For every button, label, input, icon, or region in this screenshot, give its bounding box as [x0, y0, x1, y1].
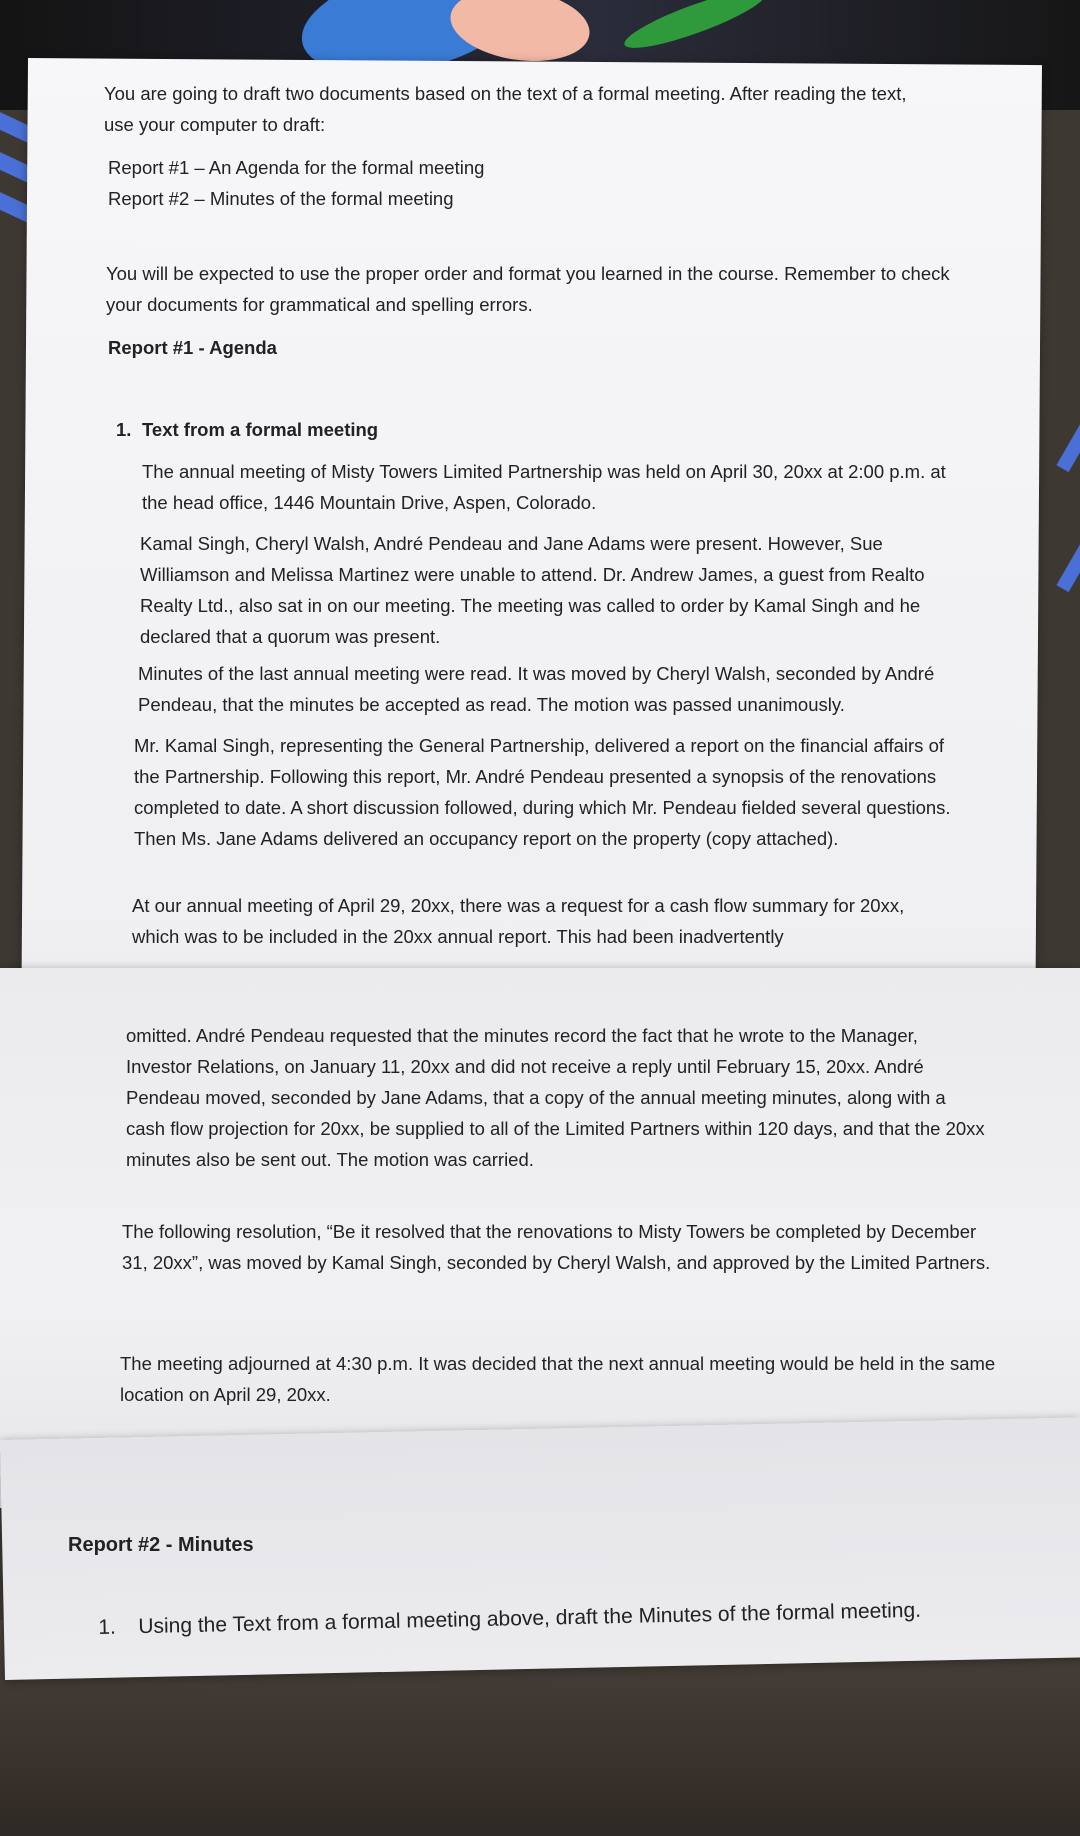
intro-instructions [104, 78, 934, 140]
report-1-description: Report #1 – An Agenda for the formal meeting [108, 157, 485, 178]
leaf-pattern [620, 0, 771, 58]
report-2-description: Report #2 – Minutes of the formal meeting [108, 188, 454, 209]
meeting-paragraph: The following resolution, “Be it resolved that the renovations to Misty Towers be completed by December 31, 20xx”, was moved by Kamal Singh, seconded by Cheryl Walsh, and approved by the Limited Partners. [122, 1221, 991, 1273]
item-title: Text from a formal meeting [142, 419, 379, 440]
meeting-paragraph: omitted. André Pendeau requested that the minutes record the fact that he wrote to the Manager, Investor Relations, on January 11, 20xx and did not receive a reply until February 15, 20xx. André Pendeau moved, seconded by Jane Adams, that a copy of the annual meeting minutes, along with a cash flow projection for 20xx, be supplied to all of the Limited Partners within 120 days, and that the 20xx minutes also be sent out. The motion was carried. [126, 1025, 985, 1170]
meeting-paragraph: The annual meeting of Misty Towers Limited Partnership was held on April 30, 20xx at 2:00 p.m. at the head office, 1446 Mountain Drive, Aspen, Colorado. [142, 461, 946, 513]
expectation-text: You will be expected to use the proper order and format you learned in the course. Remember to check your documents for grammatical and spelling errors. [106, 263, 950, 315]
item-number: 1. [116, 419, 132, 440]
minutes-instruction: Using the Text from a formal meeting above, draft the Minutes of the formal meeting. [138, 1598, 922, 1639]
intro-line: You are going to draft two documents based on the text of a formal meeting. After reading the text, use your computer to draft: [104, 83, 907, 135]
report-1-heading: Report #1 - Agenda [108, 337, 277, 358]
agenda-item-title [116, 414, 378, 445]
flower-pattern [446, 0, 594, 69]
fabric-stripe [1056, 542, 1080, 592]
report-list [108, 152, 484, 214]
meeting-paragraph: Minutes of the last annual meeting were read. It was moved by Cheryl Walsh, seconded by André Pendeau, that the minutes be accepted as read. The motion was passed unanimously. [138, 663, 935, 715]
item-number: 1. [98, 1615, 117, 1639]
report-2-heading: Report #2 - Minutes [68, 1534, 254, 1556]
meeting-paragraph: Kamal Singh, Cheryl Walsh, André Pendeau and Jane Adams were present. However, Sue Williamson and Melissa Martinez were unable to attend. Dr. Andrew James, a guest from Realto Realty Ltd., also sat in on our meeting. The meeting was called to order by Kamal Singh and he declared that a quorum was present. [140, 533, 925, 647]
meeting-paragraph: The meeting adjourned at 4:30 p.m. It was decided that the next annual meeting would be held in the same location on April 29, 20xx. [120, 1353, 996, 1405]
meeting-paragraph: Mr. Kamal Singh, representing the General Partnership, delivered a report on the financial affairs of the Partnership. Following this report, Mr. André Pendeau presented a synopsis of the renovations completed to date. A short discussion followed, during which Mr. Pendeau fielded several questions. Then Ms. Jane Adams delivered an occupancy report on the property (copy attached). [134, 735, 951, 849]
meeting-paragraph: At our annual meeting of April 29, 20xx, there was a request for a cash flow summary for 20xx, which was to be included in the 20xx annual report. This had been inadvertently [132, 895, 905, 947]
fabric-stripe [1056, 422, 1080, 472]
